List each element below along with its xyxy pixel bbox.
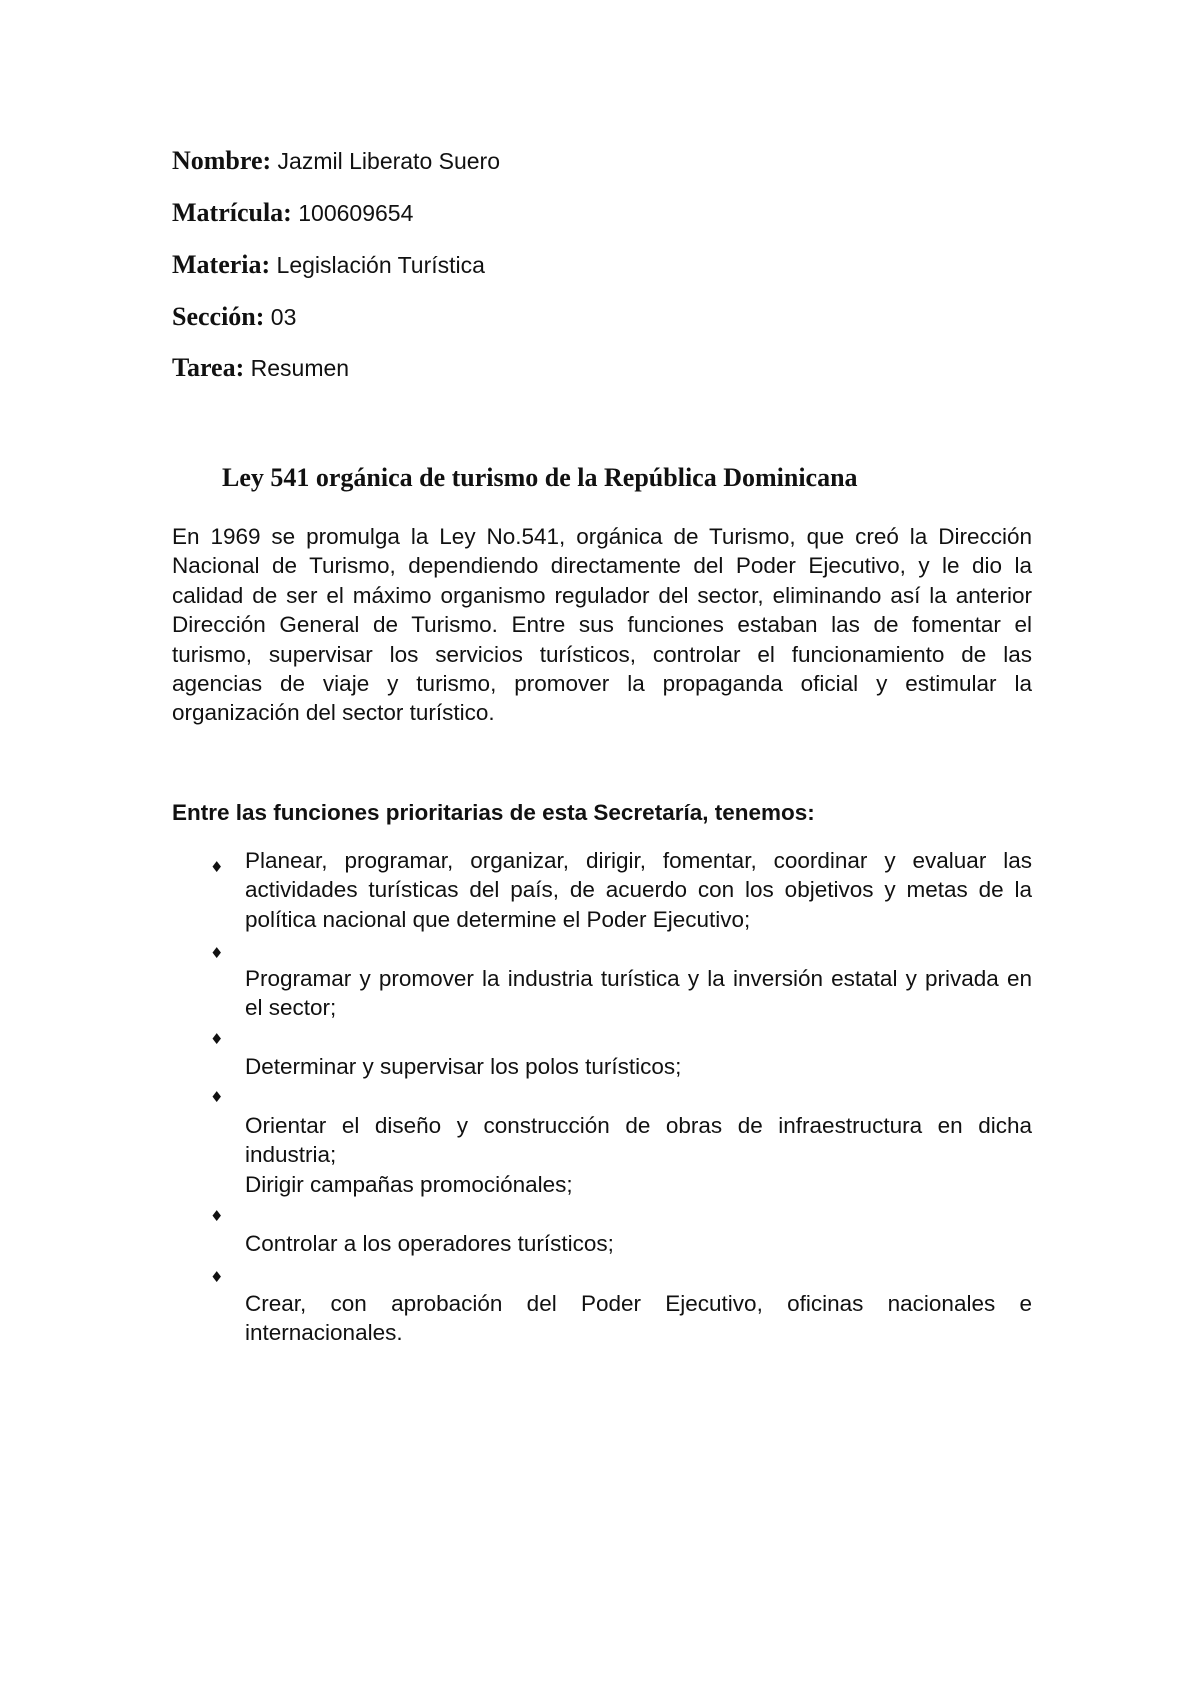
diamond-bullet-icon: ♦ xyxy=(210,1088,224,1106)
matricula-value: 100609654 xyxy=(291,200,414,226)
diamond-bullet-icon: ♦ xyxy=(210,858,224,876)
nombre-line xyxy=(172,146,500,177)
diamond-bullet-icon: ♦ xyxy=(210,1268,224,1286)
matricula-line xyxy=(172,198,413,229)
nombre-label: Nombre: xyxy=(172,146,272,175)
diamond-bullet-icon: ♦ xyxy=(210,944,224,962)
diamond-bullet-icon: ♦ xyxy=(210,1030,224,1048)
seccion-label: Sección: xyxy=(172,302,265,331)
materia-label: Materia: xyxy=(172,250,271,279)
tarea-value: Resumen xyxy=(244,355,350,381)
function-item: Orientar el diseño y construcción de obras de infraestructura en dicha industria; xyxy=(245,1113,1032,1168)
intro-paragraph: En 1969 se promulga la Ley No.541, orgánica de Turismo, que creó la Dirección Nacional de Turismo, dependiendo directamente del Poder Ejecutivo, y le dio la calidad de ser el máximo organismo regulador del sector, eliminando así la anterior Dirección General de Turismo. Entre sus funciones estaban las de fomentar el turismo, supervisar los servicios turísticos, controlar el funcionamiento de las agencias de viaje y turismo, promover la propaganda oficial y estimular la organización del sector turístico. xyxy=(172,524,1032,726)
matricula-label: Matrícula: xyxy=(172,198,292,227)
functions-heading: Entre las funciones prioritarias de esta Secretaría, tenemos: xyxy=(172,800,815,825)
tarea-label: Tarea: xyxy=(172,353,245,382)
tarea-line xyxy=(172,353,349,384)
function-item: Determinar y supervisar los polos turísticos; xyxy=(245,1054,682,1079)
function-item: Programar y promover la industria turística y la inversión estatal y privada en el sector; xyxy=(245,966,1032,1021)
document-title: Ley 541 orgánica de turismo de la República Dominicana xyxy=(222,463,858,492)
materia-value: Legislación Turística xyxy=(270,252,485,278)
function-item: Controlar a los operadores turísticos; xyxy=(245,1231,614,1256)
seccion-line xyxy=(172,302,296,333)
function-item: Planear, programar, organizar, dirigir, fomentar, coordinar y evaluar las actividades turísticas del país, de acuerdo con los objetivos y metas de la política nacional que determine el Poder Ejecutivo; xyxy=(245,848,1032,932)
seccion-value: 03 xyxy=(264,304,297,330)
function-item: Crear, con aprobación del Poder Ejecutivo, oficinas nacionales e internacionales. xyxy=(245,1291,1032,1346)
nombre-value: Jazmil Liberato Suero xyxy=(271,148,501,174)
function-item: Dirigir campañas promociónales; xyxy=(245,1172,573,1197)
diamond-bullet-icon: ♦ xyxy=(210,1207,224,1225)
materia-line xyxy=(172,250,485,281)
